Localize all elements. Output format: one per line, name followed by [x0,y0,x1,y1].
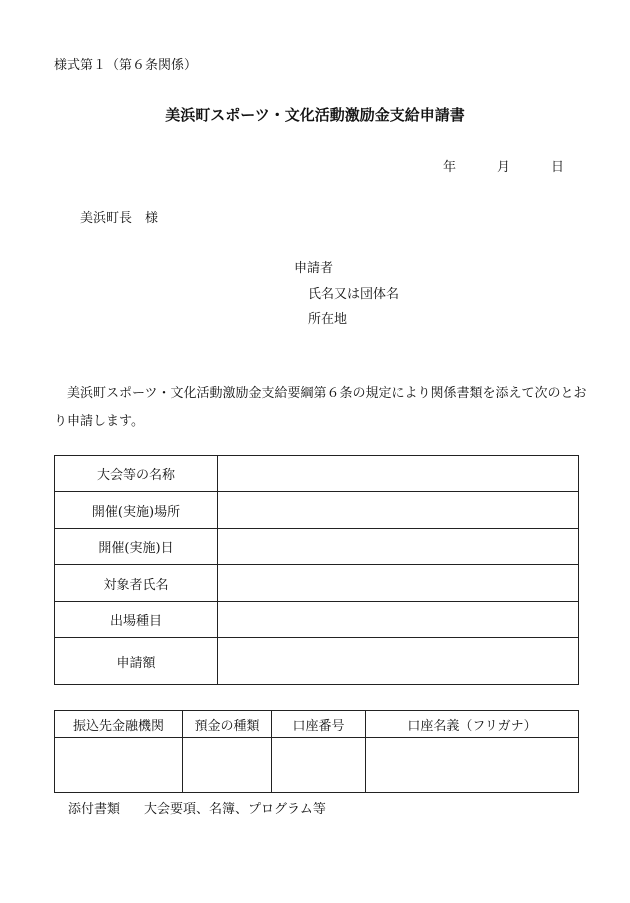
account-number-header: 口座番号 [272,711,366,738]
attachments [68,798,326,817]
applicant-address-label: 所在地 [308,312,348,327]
event-category-label: 出場種目 [55,602,218,638]
details-table [54,455,579,685]
date-day-label: 日 [551,160,565,175]
deposit-type-header: 預金の種類 [183,711,272,738]
table-row [55,602,579,638]
participant-name-label: 対象者氏名 [55,565,218,602]
application-statement: 美浜町スポーツ・文化活動激励金支給要綱第６条の規定により関係書類を添えて次のとおり申請します。 [54,386,587,429]
table-row [55,529,579,565]
deposit-type-field[interactable] [183,738,272,793]
venue-field[interactable] [218,492,579,529]
date-month-label: 月 [497,160,511,175]
account-holder-field[interactable] [366,738,579,793]
form-number: 様式第１（第６条関係） [54,58,198,73]
event-date-field[interactable] [218,529,579,565]
addressee: 美浜町長 様 [80,211,159,226]
bank-name-header: 振込先金融機関 [55,711,183,738]
date-year-label: 年 [443,160,457,175]
requested-amount-label: 申請額 [55,638,218,685]
bank-account-table [54,710,579,793]
table-row [55,492,579,529]
attachments-value: 大会要項、名簿、プログラム等 [144,802,326,817]
attachments-label: 添付書類 [68,802,121,817]
applicant-name-label: 氏名又は団体名 [308,287,400,302]
requested-amount-field[interactable] [218,638,579,685]
table-header-row [55,711,579,738]
venue-label: 開催(実施)場所 [55,492,218,529]
account-number-field[interactable] [272,738,366,793]
table-row [55,565,579,602]
participant-name-field[interactable] [218,565,579,602]
event-name-label: 大会等の名称 [55,456,218,492]
table-row [55,738,579,793]
event-name-field[interactable] [218,456,579,492]
account-holder-header: 口座名義（フリガナ） [366,711,579,738]
page-title: 美浜町スポーツ・文化活動激励金支給申請書 [165,106,465,124]
table-row [55,638,579,685]
applicant-label: 申請者 [294,261,334,276]
event-category-field[interactable] [218,602,579,638]
event-date-label: 開催(実施)日 [55,529,218,565]
table-row [55,456,579,492]
bank-name-field[interactable] [55,738,183,793]
